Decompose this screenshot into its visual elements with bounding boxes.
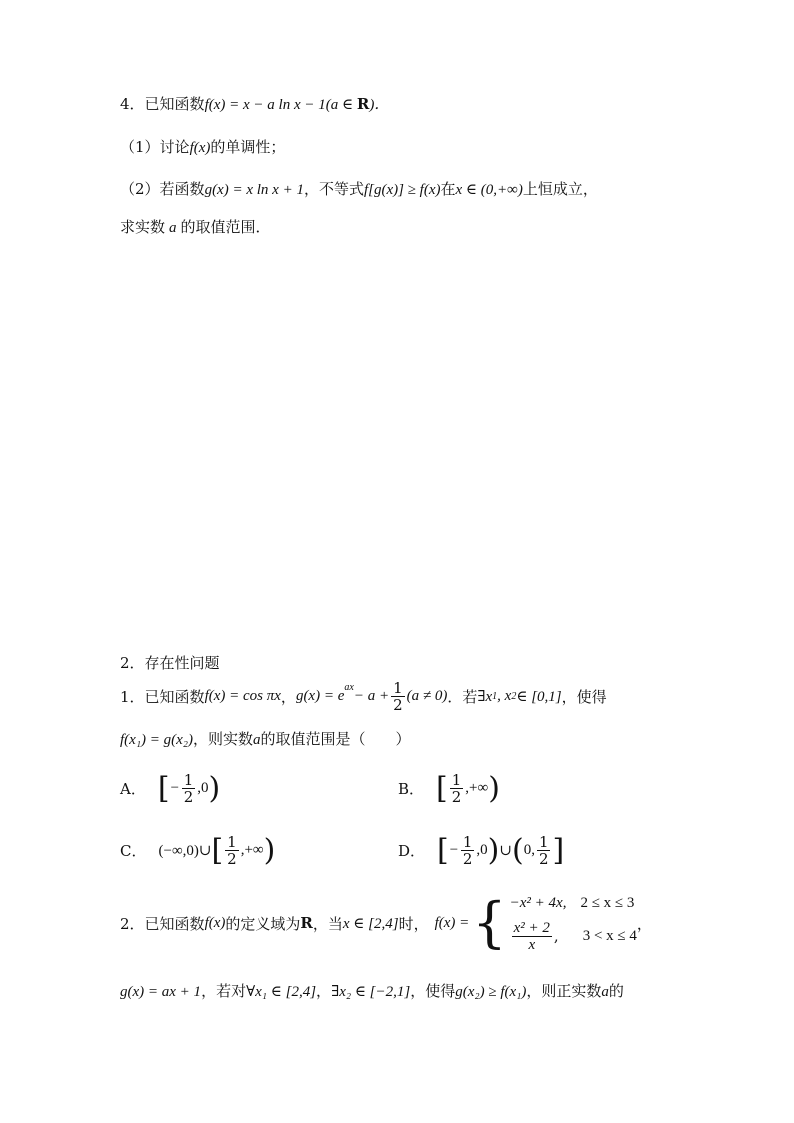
q4-part1 bbox=[120, 136, 285, 157]
q2-line2 bbox=[120, 980, 624, 1001]
q2-end-comma: ， bbox=[636, 914, 652, 933]
q2-case1-cond: 2 ≤ x ≤ 3 bbox=[580, 894, 635, 911]
q2-statement bbox=[120, 888, 652, 958]
option-a-label: A． bbox=[120, 780, 146, 798]
option-d-neg: − bbox=[448, 842, 459, 858]
q2-case2-comma: , bbox=[553, 927, 559, 945]
q2-g: g(x) = ax + 1 bbox=[120, 984, 202, 1000]
section-title: 2．存在性问题 bbox=[120, 654, 220, 672]
option-b-fraction bbox=[450, 772, 464, 805]
q1-sub1: 1 bbox=[492, 690, 498, 702]
q4-function: f(x) = x − a ln x − 1 bbox=[204, 97, 326, 113]
option-b-left-bracket: [ bbox=[436, 770, 448, 806]
option-c-rest: ,+∞ bbox=[240, 842, 264, 858]
option-d-frac-num: 1 bbox=[462, 833, 473, 851]
q2-text3: 时， bbox=[398, 914, 429, 933]
option-a-neg: − bbox=[169, 780, 180, 796]
option-d-left-bracket-2: ( bbox=[511, 832, 524, 868]
q4-part1-text: 讨论 bbox=[159, 138, 190, 156]
q1-g-fraction bbox=[391, 680, 405, 713]
q4-statement bbox=[120, 93, 389, 114]
option-a-left-bracket: [ bbox=[157, 770, 170, 806]
q1-g-exponent: ax bbox=[344, 682, 354, 693]
q2-domain: x ∈ [2,4] bbox=[342, 915, 399, 932]
option-d-left-bracket: [ bbox=[437, 832, 449, 868]
option-c-label: C． bbox=[120, 842, 147, 860]
option-c[interactable] bbox=[120, 834, 275, 867]
q4-part2-inequality: f[g(x)] ≥ f(x) bbox=[363, 182, 441, 198]
option-b-label: B． bbox=[398, 780, 425, 798]
q1-frac-num: 1 bbox=[393, 678, 403, 697]
option-d-fraction bbox=[461, 834, 475, 867]
q2-text2: ，当 bbox=[312, 914, 343, 933]
q2-case1-expr: −x² + 4x, bbox=[509, 894, 567, 911]
option-c-left-bracket: [ bbox=[211, 832, 224, 868]
q2-exists: ∃x₂ ∈ [−2,1] bbox=[331, 984, 411, 1000]
option-a-frac-den: 2 bbox=[183, 788, 194, 806]
q1-g-mid: − a + bbox=[353, 687, 390, 704]
q2-line2-t5: 的 bbox=[608, 982, 624, 1000]
q2-piecewise bbox=[435, 890, 652, 956]
option-c-prefix: (−∞,0)∪ bbox=[158, 843, 212, 859]
q4-part1-end: 的单调性； bbox=[210, 138, 286, 156]
option-c-fraction bbox=[225, 834, 239, 867]
q2-lead: 已知函数 bbox=[144, 914, 205, 933]
option-b-frac-den: 2 bbox=[451, 788, 462, 806]
q1-comma: , x bbox=[497, 687, 512, 704]
option-c-frac-num: 1 bbox=[227, 833, 237, 851]
option-d-fraction-2 bbox=[537, 834, 551, 867]
q2-cases bbox=[510, 890, 637, 956]
option-a-rest: ,0 bbox=[197, 780, 209, 796]
q2-fx: f(x) bbox=[204, 914, 226, 931]
q2-line2-t4: ，则正实数 bbox=[526, 982, 602, 1000]
q1-line2-text: ，则实数 bbox=[193, 730, 254, 748]
q1-number: 1． bbox=[120, 687, 145, 706]
q1-text2: ．若 bbox=[447, 687, 478, 706]
q4-part2-text1: 若函数 bbox=[159, 180, 205, 198]
q4-part2-text4: 上恒成立， bbox=[522, 180, 598, 198]
q1-interval: ∈ [0,1] bbox=[516, 688, 562, 705]
q1-equation: f(x₁) = g(x₂) bbox=[120, 732, 194, 748]
q1-g-cond: (a ≠ 0) bbox=[406, 687, 448, 704]
q1-text3: ，使得 bbox=[561, 687, 607, 706]
option-c-frac-den: 2 bbox=[227, 850, 237, 868]
q1-var-a: a bbox=[253, 732, 261, 748]
q4-part2-domain: x ∈ (0,+∞) bbox=[455, 182, 523, 198]
q2-inequality: g(x₂) ≥ f(x₁) bbox=[455, 984, 527, 1000]
option-a-frac-num: 1 bbox=[183, 771, 194, 789]
q2-number: 2． bbox=[120, 914, 145, 933]
q1-exists: ∃x bbox=[477, 688, 493, 705]
option-d-frac-den: 2 bbox=[462, 850, 473, 868]
q4-part2 bbox=[120, 178, 598, 199]
q1-line2 bbox=[120, 728, 411, 749]
option-d-frac2-den: 2 bbox=[538, 850, 549, 868]
option-a[interactable] bbox=[120, 772, 220, 805]
q4-real-set: R bbox=[356, 95, 370, 113]
q2-line2-t2: ， bbox=[316, 982, 332, 1000]
q4-part2-line2b: 的取值范围． bbox=[180, 218, 271, 236]
q2-case-2 bbox=[510, 916, 637, 956]
q1-frac-den: 2 bbox=[393, 695, 403, 714]
q1-line2-end: 的取值范围是（ ） bbox=[260, 730, 411, 748]
q2-case-1 bbox=[510, 890, 637, 916]
q2-text1: 的定义域为 bbox=[225, 914, 301, 933]
q4-part2-text2: ，不等式 bbox=[303, 180, 364, 198]
q4-cond-end: )． bbox=[369, 97, 390, 113]
q2-case2-den: x bbox=[528, 936, 536, 953]
q1-sub2: 2 bbox=[511, 690, 517, 702]
option-d-union: ∪ bbox=[499, 843, 512, 859]
option-b-right-bracket: ) bbox=[488, 770, 500, 806]
q2-brace: { bbox=[472, 891, 507, 954]
q1-f: f(x) = cos πx bbox=[204, 687, 281, 704]
option-d-frac2-num: 1 bbox=[538, 833, 549, 851]
q1-g-left: g(x) = e bbox=[295, 687, 345, 704]
option-d-right-bracket-2: ] bbox=[552, 832, 565, 868]
option-b-rest: ,+∞ bbox=[465, 780, 489, 796]
q4-part2-label: （2） bbox=[120, 180, 160, 198]
q2-var-a: a bbox=[601, 984, 609, 1000]
q2-forall: ∀x₁ ∈ [2,4] bbox=[246, 984, 317, 1000]
q2-line2-t1: ，若对 bbox=[201, 982, 247, 1000]
option-d-label: D． bbox=[398, 842, 426, 860]
q4-part2-var-a: a bbox=[169, 220, 177, 236]
option-b-frac-num: 1 bbox=[451, 771, 462, 789]
q4-part2-line2a: 求实数 bbox=[120, 218, 166, 236]
q2-real-set: R bbox=[300, 914, 313, 932]
option-d-right-bracket: ) bbox=[487, 832, 500, 868]
q2-case2-num: x² + 2 bbox=[513, 919, 550, 936]
option-d-rest: ,0 bbox=[476, 842, 488, 858]
q4-number: 4． bbox=[120, 95, 145, 113]
q1-statement bbox=[120, 678, 607, 714]
q4-part1-func: f(x) bbox=[189, 140, 211, 156]
q4-part2-g: g(x) = x ln x + 1 bbox=[204, 182, 304, 198]
q4-cond: (a ∈ bbox=[325, 97, 357, 113]
option-c-right-bracket: ) bbox=[263, 832, 276, 868]
option-d[interactable] bbox=[398, 834, 564, 867]
q4-part1-label: （1） bbox=[120, 138, 160, 156]
q2-case2-cond: 3 < x ≤ 4 bbox=[582, 927, 637, 944]
q2-case2-fraction bbox=[512, 920, 552, 953]
q2-f-eq: f(x) = bbox=[434, 914, 470, 931]
q4-part2-line2 bbox=[120, 216, 271, 237]
q4-part2-text3: 在 bbox=[440, 180, 456, 198]
q4-lead: 已知函数 bbox=[144, 95, 205, 113]
option-d-pre2: 0, bbox=[523, 842, 535, 858]
option-b[interactable] bbox=[398, 772, 500, 805]
q1-sep: ， bbox=[280, 687, 296, 706]
q2-line2-t3: ，使得 bbox=[410, 982, 456, 1000]
q1-lead: 已知函数 bbox=[144, 687, 205, 706]
option-a-right-bracket: ) bbox=[208, 770, 221, 806]
option-a-fraction bbox=[182, 772, 196, 805]
